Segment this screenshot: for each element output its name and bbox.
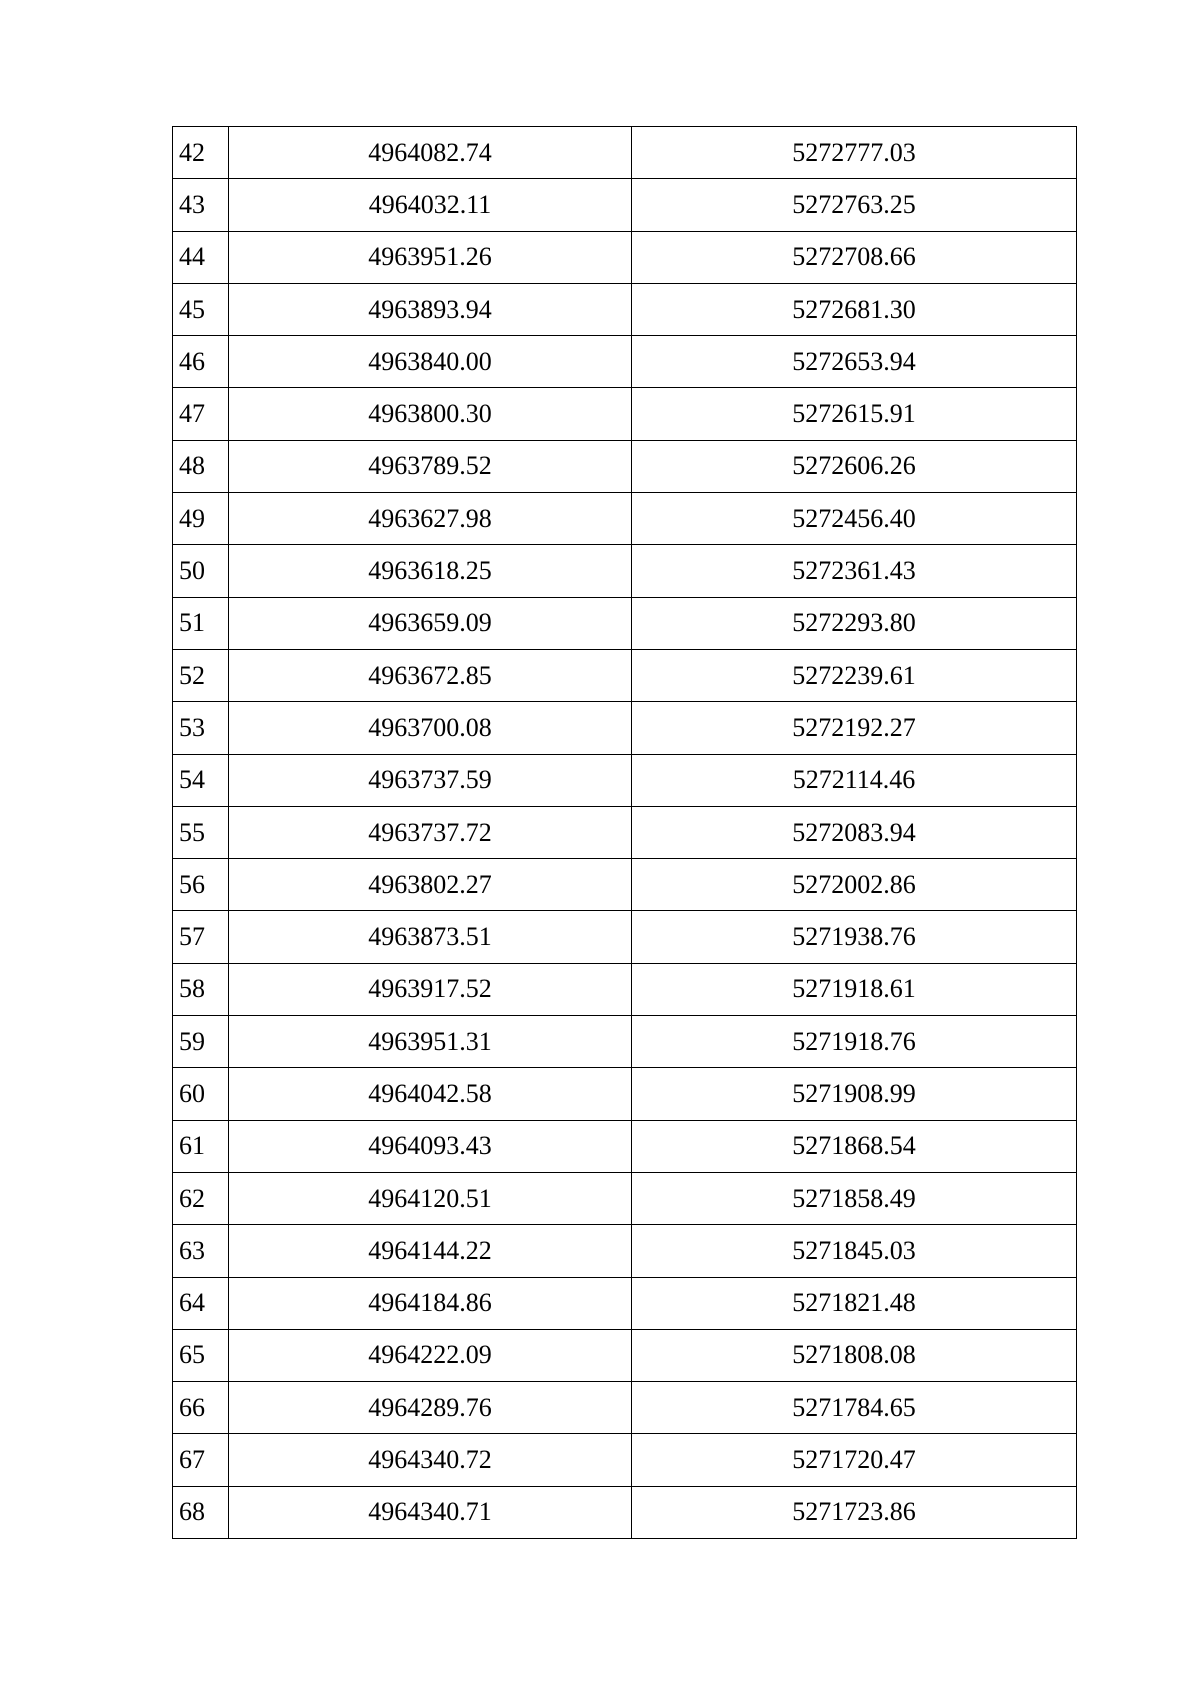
y-coordinate-cell: 5271808.08	[632, 1329, 1077, 1381]
x-coordinate-cell: 4964340.72	[229, 1434, 632, 1486]
table-row	[173, 388, 1077, 440]
point-number-cell: 49	[173, 493, 229, 545]
x-coordinate-cell: 4963737.59	[229, 754, 632, 806]
y-coordinate-cell: 5271845.03	[632, 1225, 1077, 1277]
x-coordinate-cell: 4964184.86	[229, 1277, 632, 1329]
point-number-cell: 54	[173, 754, 229, 806]
table-row	[173, 963, 1077, 1015]
table-row	[173, 127, 1077, 179]
point-number-cell: 43	[173, 179, 229, 231]
y-coordinate-cell: 5271918.76	[632, 1016, 1077, 1068]
table-row	[173, 1172, 1077, 1224]
table-row	[173, 440, 1077, 492]
point-number-cell: 67	[173, 1434, 229, 1486]
table-row	[173, 493, 1077, 545]
y-coordinate-cell: 5272615.91	[632, 388, 1077, 440]
coordinate-table	[172, 126, 1077, 1539]
table-row	[173, 1434, 1077, 1486]
table-row	[173, 1120, 1077, 1172]
table-row	[173, 1277, 1077, 1329]
table-row	[173, 649, 1077, 701]
y-coordinate-cell: 5272192.27	[632, 702, 1077, 754]
point-number-cell: 66	[173, 1382, 229, 1434]
point-number-cell: 56	[173, 859, 229, 911]
y-coordinate-cell: 5272114.46	[632, 754, 1077, 806]
x-coordinate-cell: 4963618.25	[229, 545, 632, 597]
table-row	[173, 859, 1077, 911]
x-coordinate-cell: 4964032.11	[229, 179, 632, 231]
x-coordinate-cell: 4964340.71	[229, 1486, 632, 1538]
x-coordinate-cell: 4964222.09	[229, 1329, 632, 1381]
point-number-cell: 68	[173, 1486, 229, 1538]
x-coordinate-cell: 4964082.74	[229, 127, 632, 179]
table-row	[173, 545, 1077, 597]
x-coordinate-cell: 4963917.52	[229, 963, 632, 1015]
y-coordinate-cell: 5272763.25	[632, 179, 1077, 231]
table-row	[173, 231, 1077, 283]
x-coordinate-cell: 4963951.31	[229, 1016, 632, 1068]
point-number-cell: 63	[173, 1225, 229, 1277]
table-row	[173, 283, 1077, 335]
point-number-cell: 53	[173, 702, 229, 754]
point-number-cell: 51	[173, 597, 229, 649]
point-number-cell: 47	[173, 388, 229, 440]
y-coordinate-cell: 5272361.43	[632, 545, 1077, 597]
point-number-cell: 60	[173, 1068, 229, 1120]
table-row	[173, 336, 1077, 388]
y-coordinate-cell: 5272239.61	[632, 649, 1077, 701]
y-coordinate-cell: 5272002.86	[632, 859, 1077, 911]
table-row	[173, 1382, 1077, 1434]
point-number-cell: 42	[173, 127, 229, 179]
x-coordinate-cell: 4963800.30	[229, 388, 632, 440]
y-coordinate-cell: 5271908.99	[632, 1068, 1077, 1120]
y-coordinate-cell: 5271858.49	[632, 1172, 1077, 1224]
table-row	[173, 754, 1077, 806]
coordinate-table-body	[173, 127, 1077, 1539]
x-coordinate-cell: 4963672.85	[229, 649, 632, 701]
x-coordinate-cell: 4963802.27	[229, 859, 632, 911]
y-coordinate-cell: 5271784.65	[632, 1382, 1077, 1434]
x-coordinate-cell: 4964093.43	[229, 1120, 632, 1172]
point-number-cell: 46	[173, 336, 229, 388]
y-coordinate-cell: 5271821.48	[632, 1277, 1077, 1329]
table-row	[173, 1068, 1077, 1120]
table-row	[173, 1329, 1077, 1381]
point-number-cell: 64	[173, 1277, 229, 1329]
x-coordinate-cell: 4963659.09	[229, 597, 632, 649]
point-number-cell: 62	[173, 1172, 229, 1224]
y-coordinate-cell: 5271938.76	[632, 911, 1077, 963]
y-coordinate-cell: 5272606.26	[632, 440, 1077, 492]
point-number-cell: 50	[173, 545, 229, 597]
table-row	[173, 1225, 1077, 1277]
x-coordinate-cell: 4964289.76	[229, 1382, 632, 1434]
point-number-cell: 52	[173, 649, 229, 701]
table-row	[173, 1016, 1077, 1068]
point-number-cell: 48	[173, 440, 229, 492]
y-coordinate-cell: 5272777.03	[632, 127, 1077, 179]
table-row	[173, 1486, 1077, 1538]
point-number-cell: 58	[173, 963, 229, 1015]
x-coordinate-cell: 4963737.72	[229, 806, 632, 858]
x-coordinate-cell: 4963893.94	[229, 283, 632, 335]
y-coordinate-cell: 5272653.94	[632, 336, 1077, 388]
table-row	[173, 911, 1077, 963]
table-row	[173, 702, 1077, 754]
x-coordinate-cell: 4963789.52	[229, 440, 632, 492]
point-number-cell: 65	[173, 1329, 229, 1381]
point-number-cell: 44	[173, 231, 229, 283]
point-number-cell: 57	[173, 911, 229, 963]
point-number-cell: 45	[173, 283, 229, 335]
y-coordinate-cell: 5271723.86	[632, 1486, 1077, 1538]
point-number-cell: 55	[173, 806, 229, 858]
point-number-cell: 61	[173, 1120, 229, 1172]
table-row	[173, 179, 1077, 231]
x-coordinate-cell: 4963951.26	[229, 231, 632, 283]
x-coordinate-cell: 4964042.58	[229, 1068, 632, 1120]
y-coordinate-cell: 5271918.61	[632, 963, 1077, 1015]
table-row	[173, 597, 1077, 649]
x-coordinate-cell: 4963840.00	[229, 336, 632, 388]
x-coordinate-cell: 4964120.51	[229, 1172, 632, 1224]
y-coordinate-cell: 5271720.47	[632, 1434, 1077, 1486]
x-coordinate-cell: 4963873.51	[229, 911, 632, 963]
y-coordinate-cell: 5272456.40	[632, 493, 1077, 545]
table-row	[173, 806, 1077, 858]
y-coordinate-cell: 5272681.30	[632, 283, 1077, 335]
y-coordinate-cell: 5272083.94	[632, 806, 1077, 858]
y-coordinate-cell: 5271868.54	[632, 1120, 1077, 1172]
y-coordinate-cell: 5272708.66	[632, 231, 1077, 283]
y-coordinate-cell: 5272293.80	[632, 597, 1077, 649]
point-number-cell: 59	[173, 1016, 229, 1068]
x-coordinate-cell: 4963700.08	[229, 702, 632, 754]
x-coordinate-cell: 4964144.22	[229, 1225, 632, 1277]
x-coordinate-cell: 4963627.98	[229, 493, 632, 545]
